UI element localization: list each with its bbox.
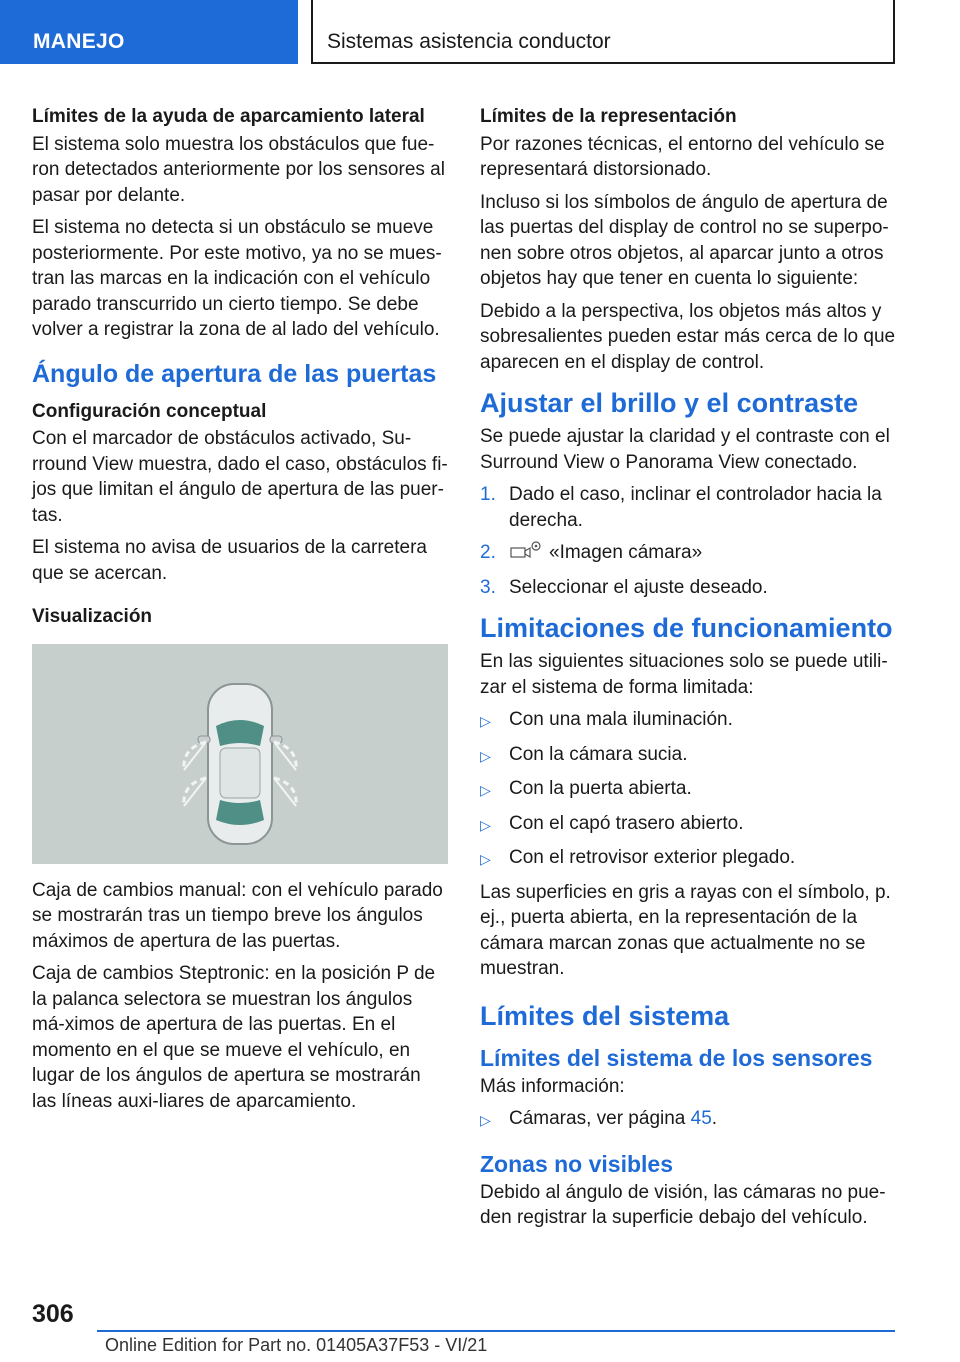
- heading-system-limits: Límites del sistema: [480, 1000, 730, 1031]
- bullet-item: [480, 1106, 896, 1134]
- bullet-item: [480, 707, 896, 735]
- bullet-item: [480, 742, 896, 770]
- step-text: Seleccionar el ajuste deseado.: [509, 576, 768, 598]
- paragraph: Caja de cambios manual: con el vehículo parado se mostrarán tras un tiempo breve los ángulos máximos de apertura de las puertas.: [32, 879, 443, 952]
- section-tab: MANEJO: [0, 0, 298, 64]
- triangle-bullet-icon: ▷: [480, 1112, 491, 1128]
- step-text: Dado el caso, inclinar el controlador hacia la derecha.: [509, 484, 882, 531]
- right-column: [480, 104, 896, 1238]
- paragraph: Debido al ángulo de visión, las cámaras no pue-den registrar la superficie debajo del vehículo.: [480, 1181, 886, 1228]
- heading-limits-repr: Límites de la representación: [480, 106, 737, 127]
- triangle-bullet-icon: ▷: [480, 713, 491, 729]
- paragraph: Por razones técnicas, el entorno del vehículo se representará distorsionado.: [480, 133, 885, 180]
- step-text: «Imagen cámara»: [549, 542, 703, 563]
- left-column: [32, 104, 448, 1121]
- heading-sensor-limits: Límites del sistema de los sensores: [480, 1044, 873, 1071]
- paragraph: Con el marcador de obstáculos activado, Su-rround View muestra, dado el caso, obstáculos fi-jos que limitan el ángulo de apertura de las puer-tas.: [32, 428, 448, 526]
- bullet-text: Con una mala iluminación.: [509, 709, 733, 730]
- step-number: 2.: [480, 542, 496, 563]
- heading-blind-zones: Zonas no visibles: [480, 1150, 673, 1177]
- paragraph: Las superficies en gris a rayas con el símbolo, p. ej., puerta abierta, en la representación de la cámara marcan zonas que actualmente no se muestran.: [480, 881, 891, 979]
- page-number: 306: [32, 1300, 74, 1328]
- reference-text: [509, 1106, 717, 1134]
- bullet-item: [480, 845, 896, 873]
- step-item: [480, 482, 896, 533]
- heading-concept: Configuración conceptual: [32, 400, 267, 422]
- step-item: [480, 540, 896, 568]
- paragraph: Se puede ajustar la claridad y el contraste con el Surround View o Panorama View conectado.: [480, 426, 890, 473]
- bullet-text: Con el retrovisor exterior plegado.: [509, 847, 796, 868]
- bullet-item: [480, 811, 896, 839]
- bullet-text: Con la puerta abierta.: [509, 778, 692, 799]
- footer-edition: Online Edition for Part no. 01405A37F53 - VI/21: [105, 1335, 488, 1355]
- paragraph: El sistema solo muestra los obstáculos que fue-ron detectados anteriormente por los sensores al pasar por delante.: [32, 133, 445, 206]
- paragraph: Incluso si los símbolos de ángulo de apertura de las puertas del display de control no se superpo-nen sobre otros objetos, al aparcar junto a otros objetos hay que tener en cuenta lo siguiente:: [480, 191, 889, 289]
- reference-end: .: [711, 1108, 718, 1129]
- bullet-text: Con el capó trasero abierto.: [509, 812, 744, 834]
- car-top-view-image: [32, 644, 448, 864]
- heading-limits-lateral: Límites de la ayuda de aparcamiento lateral: [32, 106, 425, 127]
- heading-limitations: Limitaciones de funcionamiento: [480, 613, 893, 643]
- heading-door-angle: Ángulo de apertura de las puertas: [32, 359, 437, 388]
- heading-display: Visualización: [32, 606, 153, 627]
- paragraph: En las siguientes situaciones solo se puede utili-zar el sistema de forma limitada:: [480, 651, 888, 698]
- paragraph: El sistema no detecta si un obstáculo se mueve posteriormente. Por este motivo, ya no se mues-tran las marcas en la indicación con el vehículo parado transcurrido un cierto tiempo. Se debe volver a registrar la zona de al lado del vehículo.: [32, 217, 442, 340]
- paragraph: Debido a la perspectiva, los objetos más altos y sobresalientes pueden estar más cerca de lo que aparecen en el display de control.: [480, 300, 896, 373]
- page-link[interactable]: 45: [690, 1108, 712, 1129]
- paragraph: El sistema no avisa de usuarios de la carretera que se acercan.: [32, 537, 427, 584]
- chapter-title: Sistemas asistencia conductor: [311, 0, 895, 64]
- camera-settings-icon: [509, 540, 549, 568]
- step-item: [480, 575, 896, 601]
- triangle-bullet-icon: ▷: [480, 851, 491, 867]
- bullet-text: Con la cámara sucia.: [509, 743, 688, 765]
- paragraph: Más información:: [480, 1075, 625, 1097]
- heading-brightness: Ajustar el brillo y el contraste: [480, 388, 859, 418]
- reference-label: Cámaras, ver página: [509, 1108, 691, 1129]
- footer-divider: [97, 1330, 895, 1332]
- step-number: 3.: [480, 576, 496, 598]
- paragraph: Caja de cambios Steptronic: en la posición P de la palanca selectora se muestran los ángulos má-ximos de apertura de las puertas. En el momento en el que se mueve el vehículo, en lugar de los ángulos de apertura se mostrarán las líneas auxi-liares de aparcamiento.: [32, 963, 436, 1112]
- triangle-bullet-icon: ▷: [480, 747, 491, 764]
- triangle-bullet-icon: ▷: [480, 816, 491, 833]
- triangle-bullet-icon: ▷: [480, 782, 491, 798]
- door-angle-figure: [32, 644, 448, 864]
- bullet-item: [480, 776, 896, 804]
- step-number: 1.: [480, 484, 496, 505]
